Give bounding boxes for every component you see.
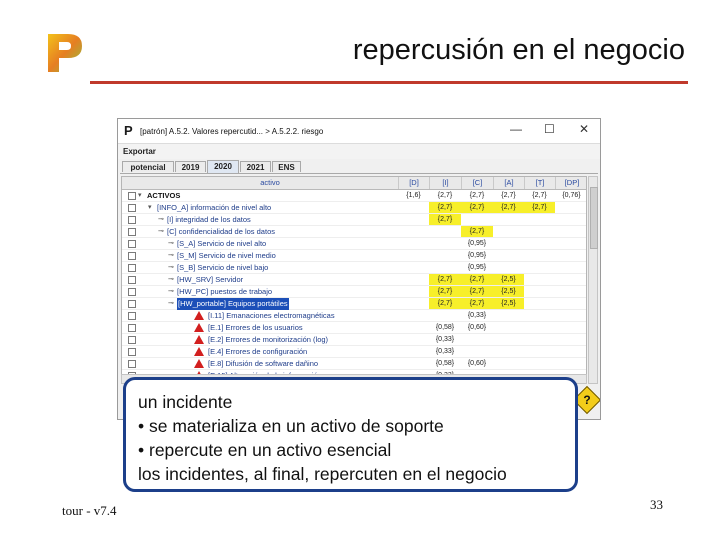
value-cell <box>398 298 429 309</box>
value-cell: {2,7} <box>437 192 453 199</box>
table-header <box>122 177 587 190</box>
tree-node-icon[interactable]: ⊸ <box>168 300 174 307</box>
value-cell: {2,7} <box>461 286 493 297</box>
row-label[interactable]: [E.2] Errores de monitorización (log) <box>208 335 329 344</box>
table-row[interactable] <box>122 310 587 322</box>
row-label[interactable]: [E.1] Errores de los usuarios <box>208 323 303 332</box>
value-cell <box>398 214 429 225</box>
value-cell <box>398 322 429 333</box>
table-row[interactable] <box>122 226 587 238</box>
value-cell: {2,7} <box>469 192 485 199</box>
col-dp[interactable]: [DP] <box>555 177 587 189</box>
value-cell <box>555 358 587 369</box>
value-cell <box>429 238 461 249</box>
warning-icon <box>194 347 204 356</box>
value-cell: {0,33} <box>435 336 455 343</box>
value-cell: {0,33} <box>435 348 455 355</box>
value-cell: {2,7} <box>429 214 461 225</box>
tab-strip <box>120 160 598 174</box>
row-checkbox[interactable] <box>128 216 136 224</box>
value-cell <box>398 250 429 261</box>
col-activo[interactable]: activo <box>260 178 280 187</box>
asset-tree-table <box>121 176 587 384</box>
value-cell: {0,95} <box>467 240 487 247</box>
row-checkbox[interactable] <box>128 228 136 236</box>
value-cell <box>493 358 524 369</box>
value-cell <box>524 358 555 369</box>
warning-icon <box>194 323 204 332</box>
callout-box <box>123 377 578 492</box>
table-row[interactable] <box>122 238 587 250</box>
tree-node-icon[interactable]: ⊸ <box>158 216 164 223</box>
table-row[interactable] <box>122 190 587 202</box>
value-cell <box>524 214 555 225</box>
tree-node-icon[interactable]: ⊸ <box>168 264 174 271</box>
help-question-mark: ? <box>583 393 591 407</box>
table-row[interactable] <box>122 286 587 298</box>
value-cell: {2,5} <box>493 286 524 297</box>
window-titlebar[interactable] <box>118 119 600 143</box>
expand-icon[interactable]: ▾ <box>148 204 152 211</box>
value-cell <box>524 334 555 345</box>
value-cell <box>555 262 587 273</box>
value-cell <box>555 226 587 237</box>
value-cell: {0,58} <box>435 360 455 367</box>
value-cell <box>493 322 524 333</box>
table-row[interactable] <box>122 202 587 214</box>
pilar-window <box>117 118 601 420</box>
value-cell <box>461 346 493 357</box>
value-cell: {1,6} <box>406 192 421 199</box>
row-label[interactable]: [S_B] Servicio de nivel bajo <box>177 263 269 272</box>
tab-potencial[interactable]: potencial <box>122 161 174 172</box>
value-cell <box>555 250 587 261</box>
col-t[interactable]: [T] <box>524 177 555 189</box>
title-rule <box>90 81 688 84</box>
value-cell <box>398 226 429 237</box>
row-checkbox[interactable] <box>128 252 136 260</box>
footer-version: tour - v7.4 <box>62 503 117 518</box>
tab-2019[interactable]: 2019 <box>175 161 206 172</box>
page-number: 33 <box>650 497 663 512</box>
value-cell: {2,7} <box>461 274 493 285</box>
row-checkbox[interactable] <box>128 192 136 200</box>
value-cell <box>493 250 524 261</box>
value-cell <box>524 346 555 357</box>
maximize-icon[interactable]: ☐ <box>544 122 555 136</box>
value-cell <box>555 346 587 357</box>
warning-icon <box>194 311 204 320</box>
value-cell <box>398 202 429 213</box>
row-label[interactable]: ACTIVOS <box>147 191 181 200</box>
warning-icon <box>194 335 204 344</box>
value-cell <box>524 310 555 321</box>
value-cell <box>398 358 429 369</box>
value-cell <box>524 298 555 309</box>
value-cell: {0,95} <box>467 264 487 271</box>
app-icon: P <box>124 123 133 138</box>
value-cell <box>429 226 461 237</box>
table-row[interactable] <box>122 358 587 370</box>
value-cell: {2,7} <box>532 192 547 199</box>
value-cell: {2,7} <box>429 298 461 309</box>
value-cell: {2,7} <box>493 202 524 213</box>
col-c[interactable]: [C] <box>461 177 493 189</box>
row-label[interactable]: [C] confidencialidad de los datos <box>167 227 275 236</box>
row-checkbox[interactable] <box>128 276 136 284</box>
value-cell: {2,7} <box>429 274 461 285</box>
row-label[interactable]: [HW_SRV] Servidor <box>177 275 244 284</box>
value-cell <box>461 214 493 225</box>
value-cell: {0,95} <box>467 252 487 259</box>
callout-line-2: • se materializa en un activo de soporte <box>138 416 444 436</box>
value-cell <box>429 250 461 261</box>
menubar <box>118 143 600 159</box>
table-row[interactable] <box>122 346 587 358</box>
row-label[interactable]: [E.8] Difusión de software dañino <box>208 359 319 368</box>
tab-2021[interactable]: 2021 <box>240 161 271 172</box>
value-cell: {2,7} <box>461 298 493 309</box>
row-label[interactable]: [INFO_A] información de nivel alto <box>157 203 272 212</box>
value-cell <box>398 346 429 357</box>
scrollbar-thumb[interactable] <box>590 187 598 249</box>
minimize-icon[interactable]: — <box>510 122 522 136</box>
value-cell <box>524 262 555 273</box>
value-cell <box>555 322 587 333</box>
value-cell <box>524 322 555 333</box>
value-cell <box>398 274 429 285</box>
value-cell <box>493 238 524 249</box>
tree-node-icon[interactable]: ⊸ <box>158 228 164 235</box>
row-label[interactable]: [HW_PC] puestos de trabajo <box>177 287 273 296</box>
value-cell <box>429 262 461 273</box>
pilar-logo <box>42 30 86 76</box>
value-cell: {2,7} <box>429 286 461 297</box>
value-cell: {0,58} <box>435 324 455 331</box>
value-cell <box>555 334 587 345</box>
menu-exportar[interactable]: Exportar <box>123 147 156 156</box>
table-row[interactable] <box>122 262 587 274</box>
value-cell: {2,7} <box>429 202 461 213</box>
expand-icon[interactable]: ▾ <box>138 192 142 199</box>
value-cell <box>555 214 587 225</box>
row-checkbox[interactable] <box>128 204 136 212</box>
table-row[interactable] <box>122 214 587 226</box>
close-icon[interactable]: ✕ <box>579 122 590 136</box>
value-cell <box>493 262 524 273</box>
value-cell <box>429 310 461 321</box>
value-cell: {0,60} <box>467 360 487 367</box>
row-checkbox[interactable] <box>128 360 136 368</box>
table-row[interactable] <box>122 298 587 310</box>
vertical-scrollbar[interactable] <box>588 176 598 384</box>
table-row[interactable] <box>122 274 587 286</box>
value-cell <box>555 310 587 321</box>
row-label[interactable]: [S_M] Servicio de nivel medio <box>177 251 276 260</box>
row-label[interactable]: [I] integridad de los datos <box>167 215 251 224</box>
window-title: [patrón] A.5.2. Valores repercutid... > A.5.2.2. riesgo <box>140 127 324 136</box>
col-d[interactable]: [D] <box>398 177 429 189</box>
value-cell: {2,7} <box>461 202 493 213</box>
tab-ens[interactable]: ENS <box>272 161 301 172</box>
table-row[interactable] <box>122 334 587 346</box>
value-cell: {2,5} <box>493 298 524 309</box>
value-cell <box>398 238 429 249</box>
row-label[interactable]: [S_A] Servicio de nivel alto <box>177 239 267 248</box>
row-checkbox[interactable] <box>128 264 136 272</box>
row-label[interactable]: [E.4] Errores de configuración <box>208 347 308 356</box>
value-cell <box>493 334 524 345</box>
tree-node-icon[interactable]: ⊸ <box>168 252 174 259</box>
value-cell <box>398 262 429 273</box>
value-cell <box>524 238 555 249</box>
row-checkbox[interactable] <box>128 300 136 308</box>
row-checkbox[interactable] <box>128 324 136 332</box>
value-cell: {2,7} <box>501 192 516 199</box>
warning-icon <box>194 359 204 368</box>
col-i[interactable]: [I] <box>429 177 461 189</box>
table-row[interactable] <box>122 322 587 334</box>
value-cell <box>524 250 555 261</box>
row-checkbox[interactable] <box>128 240 136 248</box>
value-cell <box>398 334 429 345</box>
row-label[interactable]: [I.11] Emanaciones electromagnéticas <box>208 311 335 320</box>
value-cell <box>398 286 429 297</box>
value-cell <box>555 274 587 285</box>
value-cell <box>524 286 555 297</box>
value-cell <box>555 298 587 309</box>
callout-line-4: los incidentes, al final, repercuten en el negocio <box>138 464 507 484</box>
value-cell <box>398 310 429 321</box>
row-label[interactable]: [HW_portable] Equipos portátiles <box>178 299 288 308</box>
value-cell: {2,7} <box>524 202 555 213</box>
value-cell <box>493 226 524 237</box>
value-cell: {0,76} <box>562 192 581 199</box>
row-checkbox[interactable] <box>128 348 136 356</box>
value-cell <box>555 238 587 249</box>
value-cell <box>493 346 524 357</box>
value-cell: {2,7} <box>461 226 493 237</box>
value-cell <box>493 214 524 225</box>
row-checkbox[interactable] <box>128 312 136 320</box>
value-cell <box>555 286 587 297</box>
value-cell: {0,60} <box>467 324 487 331</box>
value-cell <box>555 202 587 213</box>
value-cell <box>493 310 524 321</box>
table-row[interactable] <box>122 250 587 262</box>
tree-node-icon[interactable]: ⊸ <box>168 240 174 247</box>
callout-line-1: un incidente <box>138 392 233 412</box>
value-cell <box>461 334 493 345</box>
callout-line-3: • repercute en un activo esencial <box>138 440 392 460</box>
col-a[interactable]: [A] <box>493 177 524 189</box>
tree-node-icon[interactable]: ⊸ <box>168 288 174 295</box>
tab-2020[interactable]: 2020 <box>207 160 239 173</box>
value-cell <box>524 226 555 237</box>
value-cell <box>524 274 555 285</box>
value-cell: {0,33} <box>467 312 487 319</box>
row-checkbox[interactable] <box>128 336 136 344</box>
slide-title: repercusión en el negocio <box>352 34 685 66</box>
row-checkbox[interactable] <box>128 288 136 296</box>
value-cell: {2,5} <box>493 274 524 285</box>
tree-node-icon[interactable]: ⊸ <box>168 276 174 283</box>
